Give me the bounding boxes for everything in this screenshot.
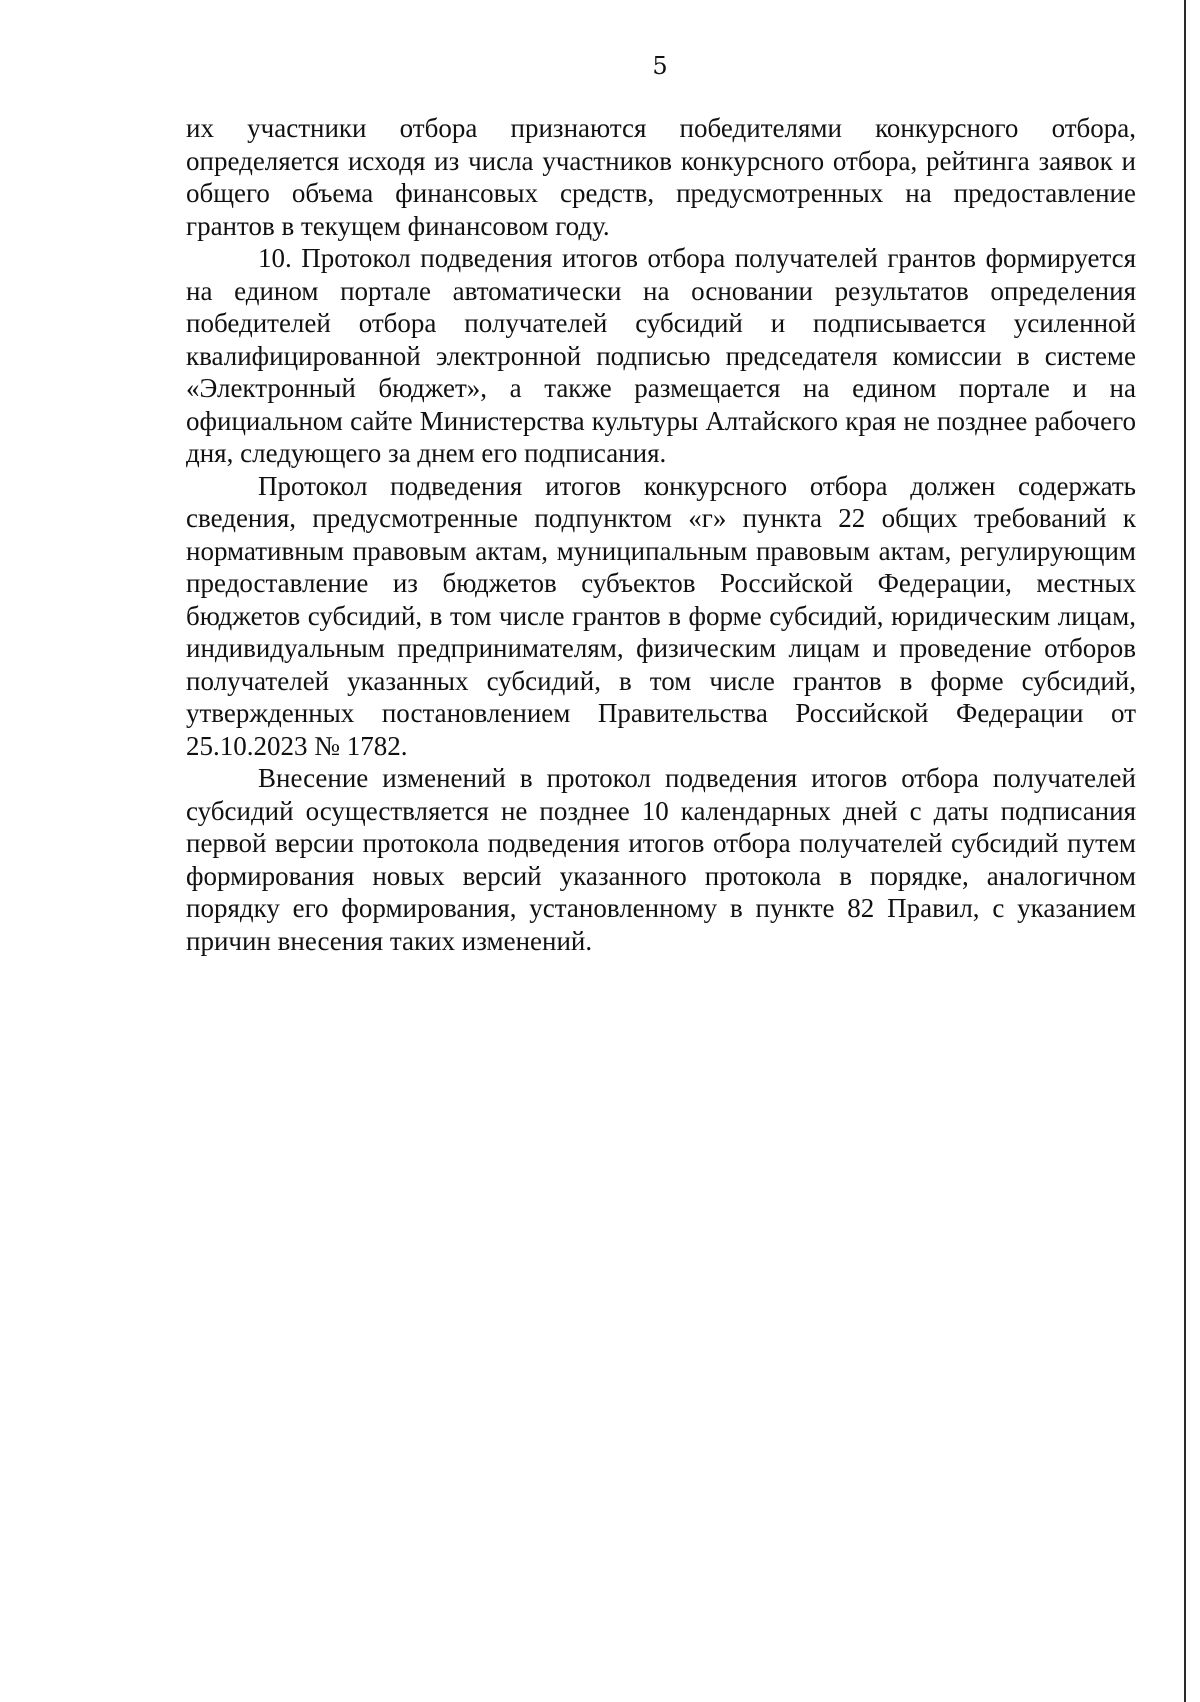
paragraph-continuation: их участники отбора признаются победителями конкурсного отбора, определяется исходя из числа участников конкурсного отбора, рейтинга заявок и общего объема финансовых средств, предусмотренных на предоставление грантов в текущем финансовом году. bbox=[186, 113, 1136, 241]
paragraph-item-10: 10. Протокол подведения итогов отбора получателей грантов формируется на едином портале автоматически на основании результатов определения победителей отбора получателей субсидий и подписывается усиленной квалифицированной электронной подписью председателя комиссии в системе «Электронный бюджет», а также размещается на едином портале и на официальном сайте Министерства культуры Алтайского края не позднее рабочего дня, следующего за днем его подписания. bbox=[186, 243, 1136, 468]
document-body bbox=[186, 112, 1136, 957]
page-number: 5 bbox=[652, 52, 668, 80]
paragraph-protocol-contents: Протокол подведения итогов конкурсного отбора должен содержать сведения, предусмотренные подпунктом «г» пункта 22 общих требований к нормативным правовым актам, муниципальным правовым актам, регулирующим предоставление из бюджетов субъектов Российской Федерации, местных бюджетов субсидий, в том числе грантов в форме субсидий, юридическим лицам, индивидуальным предпринимателям, физическим лицам и проведение отборов получателей указанных субсидий, в том числе грантов в форме субсидий, утвержденных постановлением Правительства Российской Федерации от 25.10.2023 № 1782. bbox=[186, 470, 1136, 761]
scan-edge-line bbox=[1184, 0, 1186, 1702]
paragraph-protocol-amendments: Внесение изменений в протокол подведения итогов отбора получателей субсидий осуществляется не позднее 10 календарных дней с даты подписания первой версии протокола подведения итогов отбора получателей субсидий путем формирования новых версий указанного протокола в порядке, аналогичном порядку его формирования, установленному в пункте 82 Правил, с указанием причин внесения таких изменений. bbox=[186, 763, 1136, 956]
